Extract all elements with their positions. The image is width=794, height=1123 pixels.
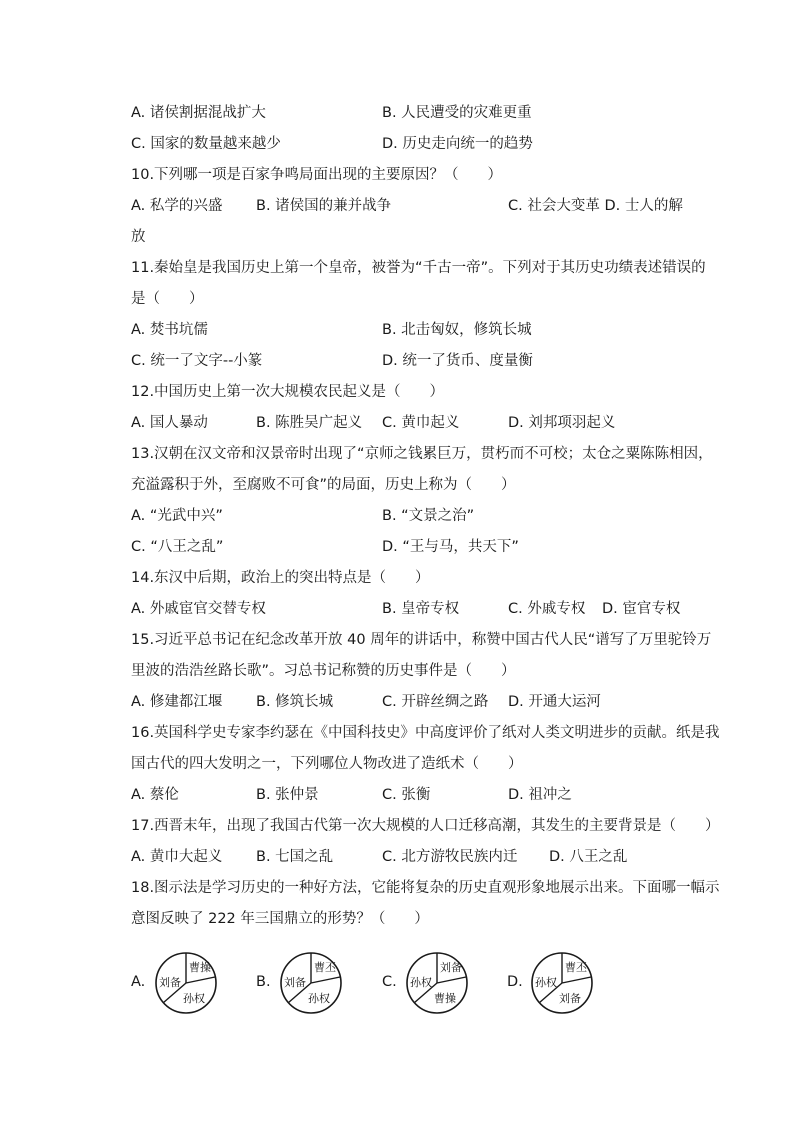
q10-option-a[interactable]: A. 私学的兴盛	[131, 198, 223, 214]
q10-option-b[interactable]: B. 诸侯国的兼并战争	[256, 198, 392, 214]
q16-option-a[interactable]: A. 蔡伦	[131, 787, 179, 803]
q18-option-c-letter: C.	[382, 974, 397, 990]
q13-option-d[interactable]: D. “王与马，共天下”	[382, 539, 519, 555]
q9-option-a[interactable]: A. 诸侯割据混战扩大	[131, 105, 266, 121]
pie-b-label-left: 刘备	[284, 976, 306, 989]
q15-option-c[interactable]: C. 开辟丝绸之路	[382, 694, 489, 710]
q18-diagram-options	[131, 950, 651, 1020]
q9-option-b[interactable]: B. 人民遭受的灾难更重	[382, 105, 532, 121]
q16-option-d[interactable]: D. 祖冲之	[508, 787, 572, 803]
q11-option-d[interactable]: D. 统一了货币、度量衡	[382, 353, 533, 369]
q14-option-d[interactable]: D. 宦官专权	[602, 601, 681, 617]
pie-d-label-bottom: 刘备	[559, 992, 581, 1005]
q10-stem: 10.下列哪一项是百家争鸣局面出现的主要原因？（ ）	[131, 167, 503, 183]
q13-option-a[interactable]: A. “光武中兴”	[131, 508, 223, 524]
q15-option-a[interactable]: A. 修建都江堰	[131, 694, 223, 710]
q13-stem-line1: 13.汉朝在汉文帝和汉景帝时出现了“京师之钱累巨万，贯朽而不可校；太仓之粟陈陈相因，	[131, 446, 713, 462]
q14-stem: 14.东汉中后期，政治上的突出特点是（ ）	[131, 570, 430, 586]
q17-option-c[interactable]: C. 北方游牧民族内迁	[382, 849, 518, 865]
q13-option-b[interactable]: B. “文景之治”	[382, 508, 475, 524]
q16-stem-line1: 16.英国科学史专家李约瑟在《中国科技史》中高度评价了纸对人类文明进步的贡献。纸是我	[131, 725, 720, 741]
q11-option-a[interactable]: A. 焚书坑儒	[131, 322, 208, 338]
pie-d-label-left: 孙权	[535, 976, 557, 989]
q10-option-c-d[interactable]: C. 社会大变革 D. 士人的解	[508, 198, 683, 214]
pie-diagram-c	[404, 950, 470, 1016]
pie-b-label-bottom: 孙权	[308, 992, 330, 1005]
pie-c-label-bottom: 曹操	[434, 992, 456, 1005]
q9-option-d[interactable]: D. 历史走向统一的趋势	[382, 136, 533, 152]
pie-diagram-d	[529, 950, 595, 1016]
q14-option-c[interactable]: C. 外戚专权	[508, 601, 586, 617]
q11-option-b[interactable]: B. 北击匈奴，修筑长城	[382, 322, 532, 338]
q14-option-a[interactable]: A. 外戚宦官交替专权	[131, 601, 266, 617]
q11-option-c[interactable]: C. 统一了文字--小篆	[131, 353, 263, 369]
q15-stem-line1: 15.习近平总书记在纪念改革开放 40 周年的讲话中，称赞中国古代人民“谱写了万里驼铃万	[131, 632, 712, 648]
q18-stem-line1: 18.图示法是学习历史的一种好方法，它能将复杂的历史直观形象地展示出来。下面哪一幅示	[131, 880, 720, 896]
q12-option-a[interactable]: A. 国人暴动	[131, 415, 208, 431]
q16-stem-line2: 国古代的四大发明之一，下列哪位人物改进了造纸术（ ）	[131, 756, 523, 772]
q12-option-c[interactable]: C. 黄巾起义	[382, 415, 460, 431]
q11-stem-line2: 是（ ）	[131, 291, 204, 307]
pie-d-label-top: 曹丕	[565, 961, 587, 974]
q17-option-a[interactable]: A. 黄巾大起义	[131, 849, 223, 865]
pie-c-label-top: 刘备	[440, 961, 462, 974]
q16-option-b[interactable]: B. 张仲景	[256, 787, 319, 803]
q10-wrap-text: 放	[131, 229, 146, 245]
pie-a-label-top: 曹操	[189, 961, 211, 974]
q16-option-c[interactable]: C. 张衡	[382, 787, 431, 803]
q13-stem-line2: 充溢露积于外，至腐败不可食”的局面，历史上称为（ ）	[131, 477, 516, 493]
pie-b-label-top: 曹丕	[314, 961, 336, 974]
q15-option-b[interactable]: B. 修筑长城	[256, 694, 334, 710]
pie-a-label-left: 刘备	[159, 976, 181, 989]
q12-stem: 12.中国历史上第一次大规模农民起义是（ ）	[131, 384, 445, 400]
q17-option-b[interactable]: B. 七国之乱	[256, 849, 334, 865]
q18-option-d-letter: D.	[507, 974, 523, 990]
q12-option-d[interactable]: D. 刘邦项羽起义	[508, 415, 616, 431]
q15-stem-line2: 里波的浩浩丝路长歌”。习总书记称赞的历史事件是（ ）	[131, 663, 516, 679]
q18-option-a-letter: A.	[131, 974, 146, 990]
q11-stem-line1: 11.秦始皇是我国历史上第一个皇帝，被誉为“千古一帝”。下列对于其历史功绩表述错误的	[131, 260, 706, 276]
pie-diagram-b	[278, 950, 344, 1016]
q13-option-c[interactable]: C. “八王之乱”	[131, 539, 224, 555]
q14-option-b[interactable]: B. 皇帝专权	[382, 601, 460, 617]
q17-option-d[interactable]: D. 八王之乱	[549, 849, 628, 865]
q9-option-c[interactable]: C. 国家的数量越来越少	[131, 136, 281, 152]
q15-option-d[interactable]: D. 开通大运河	[508, 694, 601, 710]
pie-a-label-bottom: 孙权	[183, 992, 205, 1005]
q17-stem: 17.西晋末年，出现了我国古代第一次大规模的人口迁移高潮，其发生的主要背景是（ ）	[131, 818, 720, 834]
q18-option-b-letter: B.	[256, 974, 271, 990]
pie-diagram-a	[153, 950, 219, 1016]
q12-option-b[interactable]: B. 陈胜吴广起义	[256, 415, 363, 431]
pie-c-label-left: 孙权	[410, 976, 432, 989]
q18-stem-line2: 意图反映了 222 年三国鼎立的形势？（ ）	[131, 911, 429, 927]
